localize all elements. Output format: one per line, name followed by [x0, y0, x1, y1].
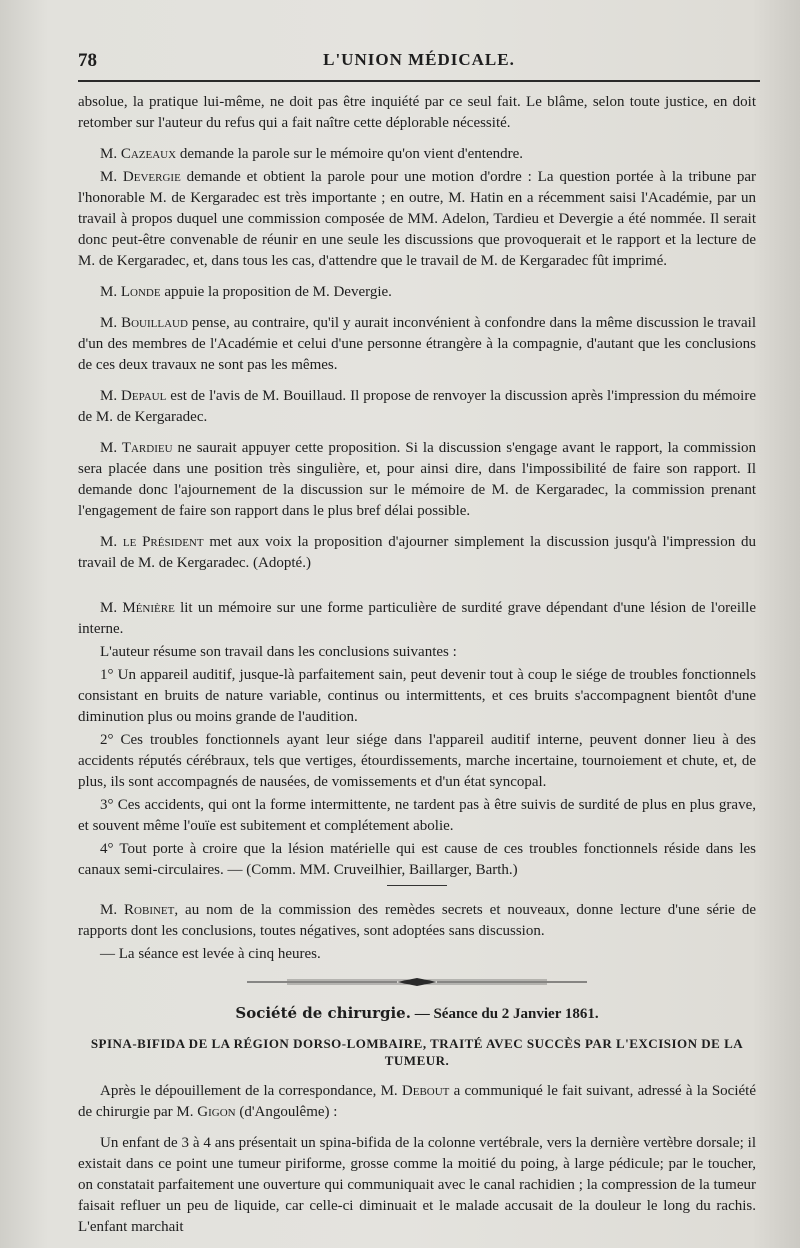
paragraph-text: ne saurait appuyer cette proposition. Si la discussion s'engage avant le rapport, la commission sera placée dans une position très singulière, et, pour ainsi dire, dans l'impossibilité de faire son rapport. Il demande donc l'ajournement de la discussion sur le mémoire de M. de Kergaradec, la commission prenant l'engagement de faire son rapport dans le plus bref délai possible. [78, 440, 757, 519]
speaker-name: M. Londe [100, 284, 161, 300]
paragraph-text: absolue, la pratique lui-même, ne doit pas être inquiété par ce seul fait. Le blâme, selon toute justice, en doit retomber sur l'auteur du refus qui a fait naître cette déplorable nécessité. [78, 94, 756, 131]
paragraph-summary: L'auteur résume son travail dans les conclusions suivantes : [100, 644, 457, 660]
paragraph-robinet [78, 900, 756, 942]
running-head: L'UNION MÉDICALE. [323, 50, 515, 69]
paragraph-text: demande la parole sur le mémoire qu'on vient d'entendre. [176, 146, 524, 162]
intro-text: (d'Angoulême) : [235, 1104, 338, 1120]
paragraph-devergie [78, 167, 756, 272]
conclusion-item: 1° Un appareil auditif, jusque-là parfaitement sain, peut devenir tout à coup le siége de troubles fonctionnels consistant en bruits de nature variable, continus ou intermittents, et ces bruits s'accompagnent bientôt d'une diminution plus ou moins grande de l'audition. [78, 667, 756, 725]
speaker-name: M. Depaul [100, 388, 167, 404]
society-heading [78, 1003, 756, 1025]
paragraph-continuation [78, 92, 756, 134]
paragraph-text: est de l'avis de M. Bouillaud. Il propose de renvoyer la discussion après l'impression du mémoire de M. de Kergaradec. [78, 388, 756, 425]
paragraph-text: demande et obtient la parole pour une motion d'ordre : La question portée à la tribune par l'honorable M. de Kergaradec est très importante ; en outre, M. Hatin en a récemment saisi l'Académie, par un travail à propos duquel une commission composée de MM. Adelon, Tardieu et Devergie a été nommée. Il serait donc peut-être convenable de réunir en une seule les discussions que provoquerait et le rapport et la lecture de M. de Kergaradec, et, dans tous les cas, d'attendre que le travail de M. de Kergaradec fût imprimé. [78, 169, 756, 269]
society-name: Société de chirurgie. [235, 1004, 411, 1022]
section-gap [78, 584, 756, 598]
ornament-rule-graphic [247, 975, 587, 989]
person-name: Debout [401, 1083, 450, 1099]
speaker-name: M. Cazeaux [100, 146, 177, 162]
intro-text: a communiqué le fait suivant, adressé à la Société de chirurgie par M. [78, 1083, 756, 1120]
paragraph-depaul [78, 386, 756, 428]
paragraph-text: pense, au contraire, qu'il y aurait inconvénient à confondre dans la même discussion le travail d'un des membres de l'Académie et celui d'une personne étrangère à la compagnie, d'autant que les conclusions de ces deux travaux ne sont pas les mêmes. [78, 315, 756, 373]
paragraph-text: met aux voix la proposition d'ajourner simplement la discussion jusqu'à l'impression du travail de M. de Kergaradec. (Adopté.) [78, 534, 756, 571]
speaker-name: M. Tardieu [100, 440, 173, 456]
page-header [78, 40, 760, 82]
person-name: Gigon [197, 1104, 236, 1120]
intro-text: Après le dépouillement de la correspondance, M. [100, 1083, 402, 1099]
paragraph-text: lit un mémoire sur une forme particulière de surdité grave dépendant d'une lésion de l'oreille interne. [78, 600, 756, 637]
article-title: SPINA-BIFIDA DE LA RÉGION DORSO-LOMBAIRE, TRAITÉ AVEC SUCCÈS PAR L'EXCISION DE LA TUMEUR. [90, 1036, 744, 1068]
speaker-name: M. Bouillaud [100, 315, 188, 331]
page-number: 78 [78, 50, 97, 71]
paragraph-president [78, 532, 756, 574]
article-case: Un enfant de 3 à 4 ans présentait un spina-bifida de la colonne vertébrale, vers la dernière vertèbre dorsale; il existait dans ce point une tumeur piriforme, grosse comme la moitié du poing, à large pédicule; par le toucher, on constatait parfaitement une ouverture qui communiquait avec le canal rachidien ; la compression de la tumeur faisait refluer un peu de liquide, car celle-ci diminuait et le malade accusait de la douleur le long du rachis. L'enfant marchait [78, 1135, 756, 1235]
session-date: — Séance du 2 Janvier 1861. [410, 1006, 599, 1022]
body-text [78, 92, 756, 1238]
speaker-name: M. Devergie [100, 169, 181, 185]
short-divider [387, 885, 447, 886]
session-closing: — La séance est levée à cinq heures. [100, 946, 321, 962]
conclusion-item: 3° Ces accidents, qui ont la forme intermittente, ne tardent pas à être suivis de surdité de plus en plus grave, et souvent même l'ouïe est subitement et complétement abolie. [78, 797, 756, 834]
paragraph-bouillaud [78, 313, 756, 376]
paragraph-londe [78, 282, 756, 303]
paragraph-cazeaux [78, 144, 756, 165]
paragraph-meniere [78, 598, 756, 640]
speaker-name: M. Ménière [100, 600, 175, 616]
conclusion-item: 2° Ces troubles fonctionnels ayant leur siége dans l'appareil auditif interne, peuvent donner lieu à des accidents réputés cérébraux, tels que vertiges, étourdissements, marche incertaine, tournoiement et chute, et, de plus, ils sont accompagnés de nausées, de vomissements et d'un état syncopal. [78, 732, 756, 790]
paragraph-text: , au nom de la commission des remèdes secrets et nouveaux, donne lecture d'une série de rapports dont les conclusions, toutes négatives, sont adoptées sans discussion. [78, 902, 756, 939]
speaker-name: M. Robinet [100, 902, 175, 918]
paragraph-tardieu [78, 438, 756, 522]
article-intro [78, 1081, 756, 1123]
conclusion-item: 4° Tout porte à croire que la lésion matérielle qui est cause de ces troubles fonctionnels réside dans les canaux semi-circulaires. — (Comm. MM. Cruveilhier, Baillarger, Barth.) [78, 841, 756, 878]
ornamental-rule [78, 975, 756, 989]
speaker-name: M. le Président [100, 534, 204, 550]
paragraph-text: appuie la proposition de M. Devergie. [160, 284, 392, 300]
